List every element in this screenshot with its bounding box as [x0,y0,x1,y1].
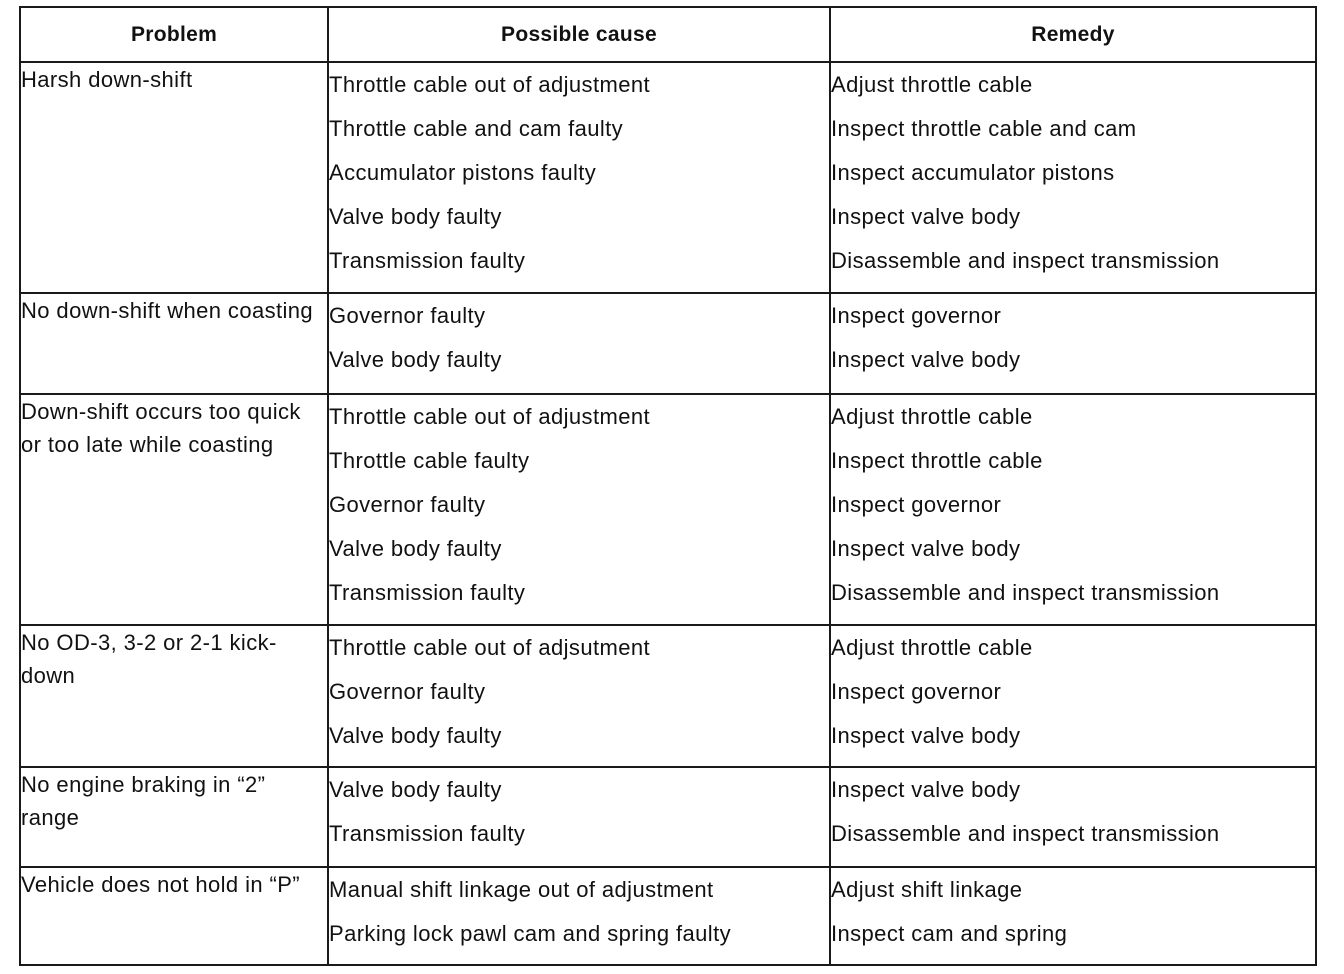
remedy-item: Inspect valve body [831,777,1021,802]
table-body [20,62,1316,965]
remedy-cell [830,867,1316,965]
remedy-item: Disassemble and inspect transmission [831,580,1220,605]
table-row [20,62,1316,293]
remedy-cell [830,394,1316,625]
remedy-item: Adjust throttle cable [831,72,1033,97]
cause-item: Valve body faulty [329,347,502,372]
remedy-cell [830,625,1316,767]
table-header [20,7,1316,62]
cause-item: Accumulator pistons faulty [329,160,597,185]
problem-cell: No engine braking in “2” range [20,767,328,867]
cause-item: Throttle cable out of adjustment [329,72,650,97]
remedy-cell [830,293,1316,394]
remedy-item: Disassemble and inspect transmission [831,248,1220,273]
cause-item: Valve body faulty [329,723,502,748]
header-possible-cause: Possible cause [328,7,830,62]
table-row [20,394,1316,625]
table-row [20,625,1316,767]
cause-item: Throttle cable out of adjustment [329,404,650,429]
cause-item: Governor faulty [329,679,486,704]
problem-cell: No OD-3, 3-2 or 2-1 kick-down [20,625,328,767]
remedy-cell [830,62,1316,293]
cause-item: Transmission faulty [329,821,526,846]
remedy-item: Inspect throttle cable [831,448,1043,473]
cause-cell [328,293,830,394]
cause-item: Throttle cable faulty [329,448,530,473]
cause-item: Parking lock pawl cam and spring faulty [329,921,732,946]
cause-item: Valve body faulty [329,204,502,229]
header-row [20,7,1316,62]
cause-cell [328,767,830,867]
table-row [20,293,1316,394]
cause-item: Transmission faulty [329,248,526,273]
remedy-item: Inspect accumulator pistons [831,160,1115,185]
remedy-item: Inspect valve body [831,204,1021,229]
problem-cell: No down-shift when coasting [20,293,328,394]
cause-item: Valve body faulty [329,536,502,561]
remedy-item: Inspect governor [831,492,1002,517]
remedy-item: Disassemble and inspect transmission [831,821,1220,846]
remedy-item: Inspect throttle cable and cam [831,116,1137,141]
cause-cell [328,867,830,965]
cause-item: Governor faulty [329,492,486,517]
remedy-item: Adjust throttle cable [831,635,1033,660]
remedy-item: Inspect valve body [831,723,1021,748]
header-remedy: Remedy [830,7,1316,62]
problem-cell: Down-shift occurs too quick or too late while coasting [20,394,328,625]
remedy-item: Adjust shift linkage [831,877,1023,902]
cause-item: Throttle cable out of adjsutment [329,635,650,660]
table-row [20,867,1316,965]
remedy-item: Inspect governor [831,303,1002,328]
cause-cell [328,394,830,625]
table-row [20,767,1316,867]
cause-item: Valve body faulty [329,777,502,802]
remedy-item: Adjust throttle cable [831,404,1033,429]
cause-cell [328,62,830,293]
cause-item: Manual shift linkage out of adjustment [329,877,714,902]
cause-cell [328,625,830,767]
remedy-item: Inspect cam and spring [831,921,1068,946]
problem-cell: Vehicle does not hold in “P” [20,867,328,965]
remedy-item: Inspect governor [831,679,1002,704]
remedy-item: Inspect valve body [831,347,1021,372]
problem-cell: Harsh down-shift [20,62,328,293]
cause-item: Transmission faulty [329,580,526,605]
cause-item: Throttle cable and cam faulty [329,116,624,141]
remedy-cell [830,767,1316,867]
cause-item: Governor faulty [329,303,486,328]
remedy-item: Inspect valve body [831,536,1021,561]
header-problem: Problem [20,7,328,62]
troubleshooting-table [19,6,1317,966]
